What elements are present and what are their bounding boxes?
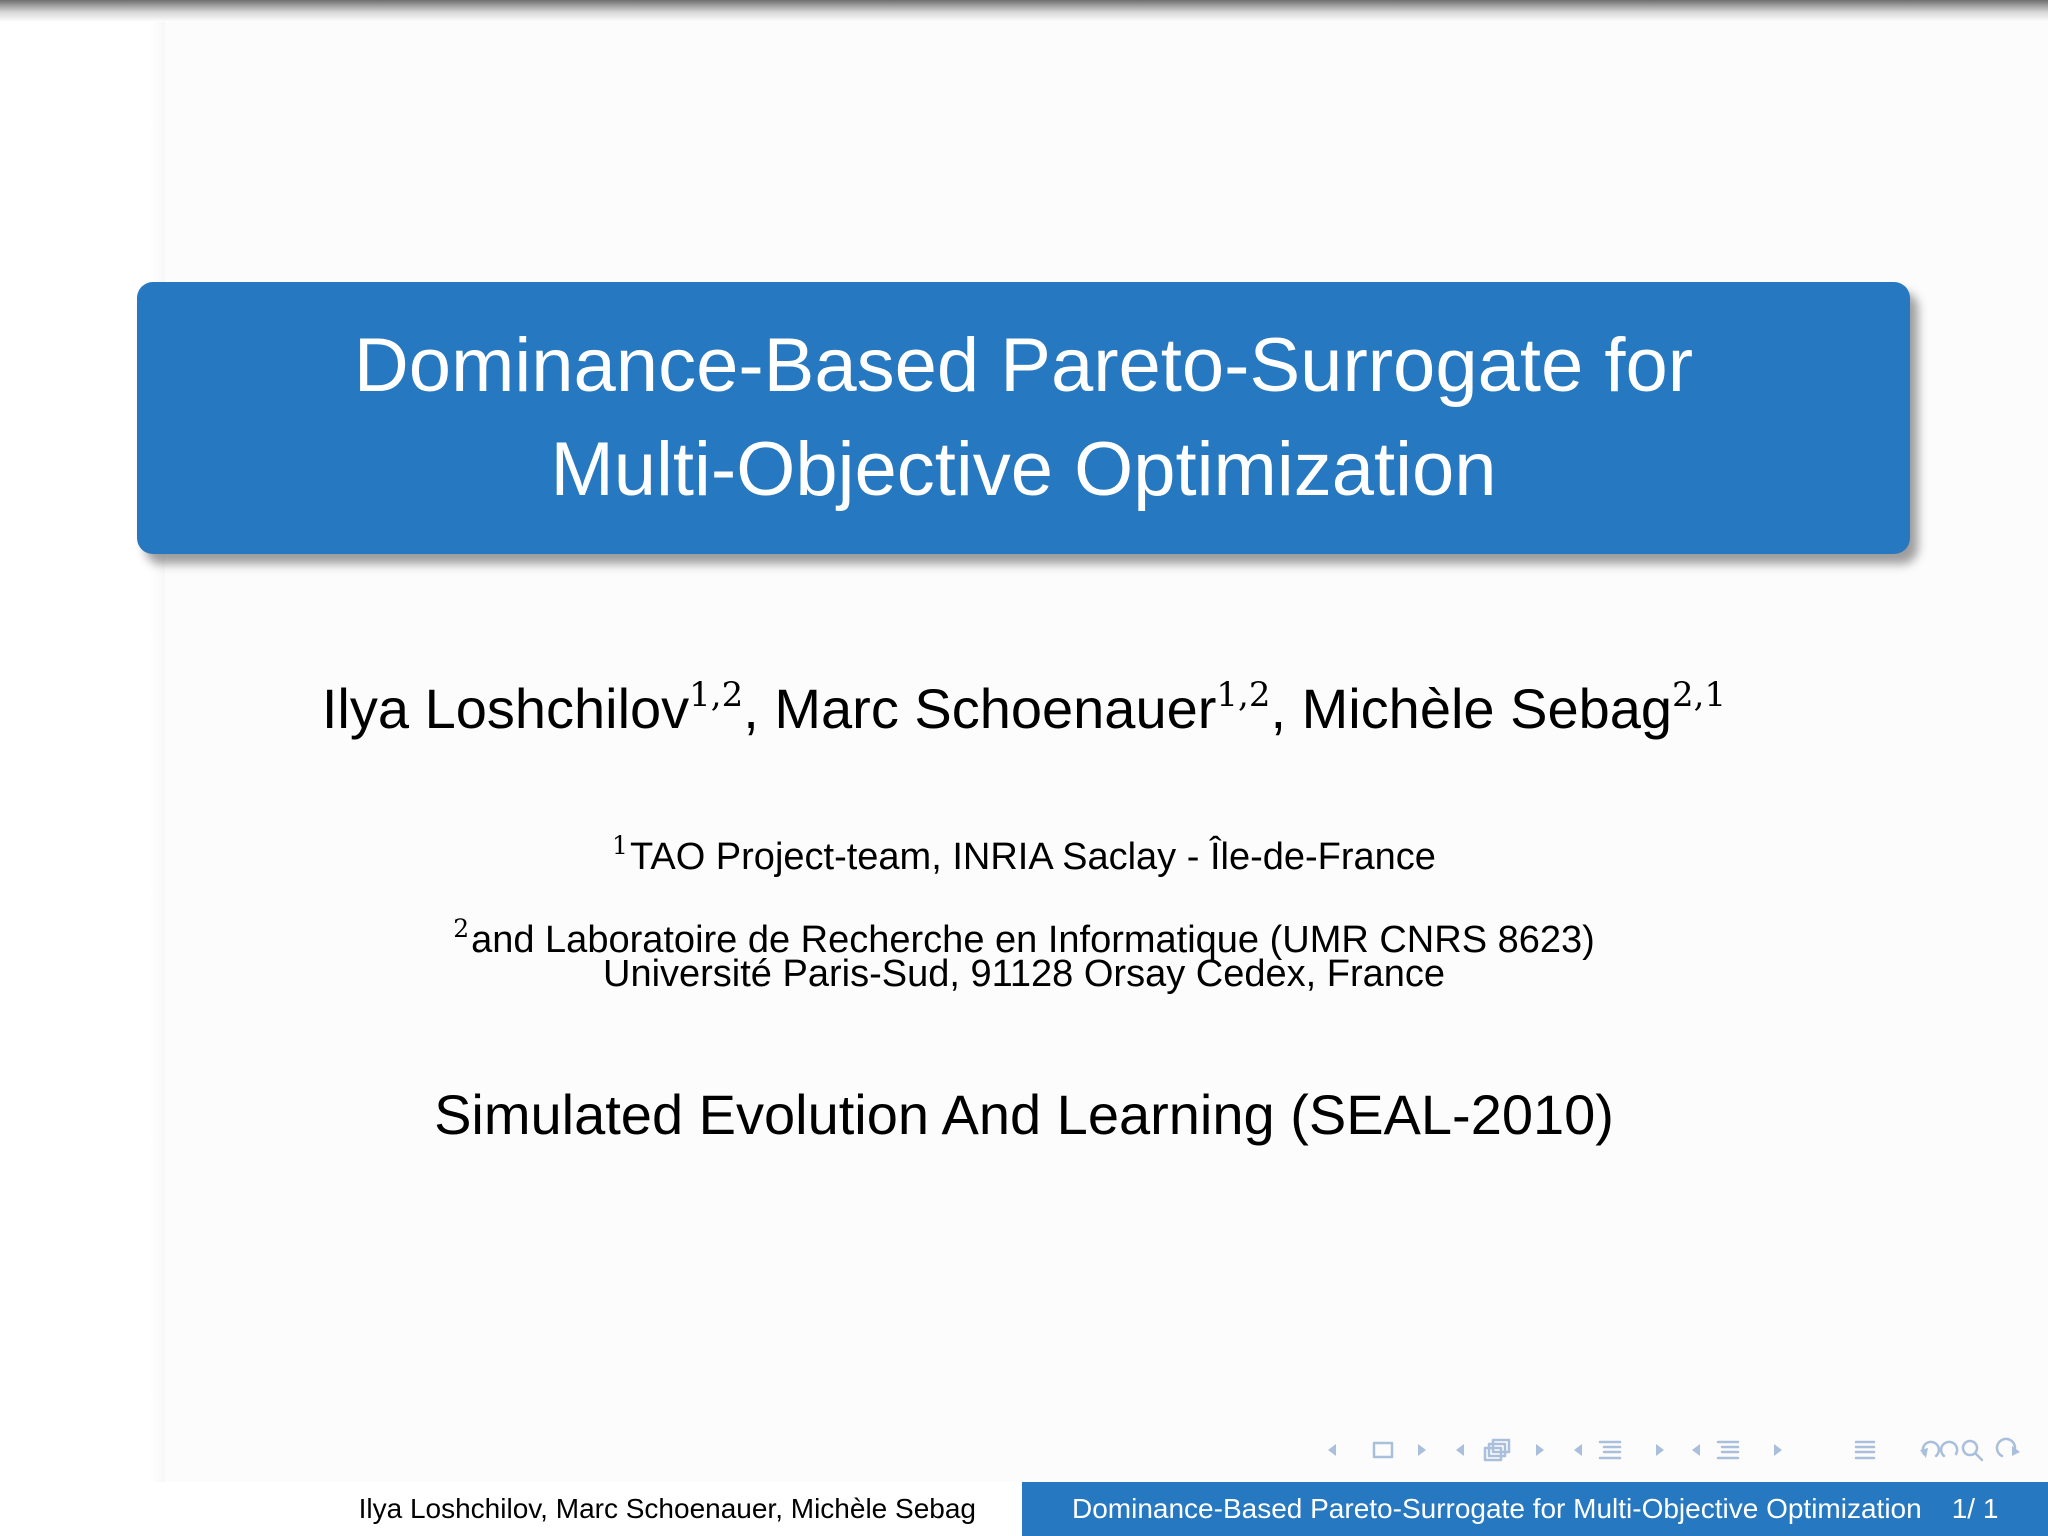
prev-arrow-icon[interactable] bbox=[1328, 1444, 1336, 1456]
venue: Simulated Evolution And Learning (SEAL-2010) bbox=[434, 1083, 1614, 1146]
author-separator: , bbox=[1270, 677, 1302, 740]
affiliation-2-address: Université Paris-Sud, 91128 Orsay Cedex, France bbox=[603, 953, 1445, 995]
author-separator: , bbox=[743, 677, 775, 740]
authors-line bbox=[0, 660, 2048, 744]
frame-icon[interactable] bbox=[1374, 1443, 1392, 1457]
prev-arrow-icon[interactable] bbox=[1692, 1444, 1700, 1456]
footer-page-number: 1/ 1 bbox=[1951, 1493, 1999, 1524]
footer-title: Dominance-Based Pareto-Surrogate for Multi-Objective Optimization bbox=[1072, 1493, 1922, 1524]
author-superscript: 1,2 bbox=[1216, 675, 1271, 715]
next-arrow-icon[interactable] bbox=[1418, 1444, 1426, 1456]
redo-icon[interactable] bbox=[1941, 1442, 1957, 1456]
navigation-icons bbox=[1320, 1432, 2040, 1468]
search-icon[interactable] bbox=[1963, 1441, 1982, 1460]
affiliation-2-superscript: 2 bbox=[453, 914, 470, 943]
author-superscript: 2,1 bbox=[1672, 675, 1727, 715]
affiliation-1-text: TAO Project-team, INRIA Saclay - Île-de-France bbox=[629, 836, 1436, 878]
slide-background bbox=[165, 22, 2048, 1512]
affiliation-2-line-2 bbox=[0, 951, 2048, 997]
affiliation-1-superscript: 1 bbox=[612, 831, 628, 860]
section-icon[interactable] bbox=[1718, 1442, 1738, 1458]
affiliation-1 bbox=[0, 823, 2048, 880]
next-arrow-icon[interactable] bbox=[1656, 1444, 1664, 1456]
author-name: Michèle Sebag bbox=[1301, 677, 1673, 740]
footer bbox=[0, 1482, 2048, 1536]
undo-icon[interactable] bbox=[1920, 1442, 1939, 1458]
viewer-top-shadow bbox=[0, 0, 2048, 22]
zoom-icon[interactable] bbox=[1997, 1439, 2020, 1456]
author-superscript: 1,2 bbox=[689, 675, 744, 715]
title-line-1: Dominance-Based Pareto-Surrogate for bbox=[353, 323, 1694, 408]
title-box bbox=[137, 282, 1910, 554]
affiliation-2-text: and Laboratoire de Recherche en Informatique (UMR CNRS 8623) bbox=[471, 919, 1595, 961]
subsection-icon[interactable] bbox=[1485, 1440, 1509, 1460]
page-left-margin bbox=[0, 22, 165, 1512]
footer-title-bar bbox=[1022, 1482, 2048, 1536]
author-name: Marc Schoenauer bbox=[774, 677, 1217, 740]
align-icon[interactable] bbox=[1856, 1442, 1874, 1458]
next-arrow-icon[interactable] bbox=[1774, 1444, 1782, 1456]
beamer-navigation-bar bbox=[1320, 1432, 2040, 1468]
author-name: Ilya Loshchilov bbox=[321, 677, 690, 740]
prev-arrow-icon[interactable] bbox=[1574, 1444, 1582, 1456]
footer-authors: Ilya Loshchilov, Marc Schoenauer, Michèle Sebag bbox=[0, 1482, 1022, 1536]
next-arrow-icon[interactable] bbox=[1536, 1444, 1544, 1456]
title-line-2: Multi-Objective Optimization bbox=[550, 427, 1497, 512]
section-icon[interactable] bbox=[1600, 1442, 1620, 1458]
prev-arrow-icon[interactable] bbox=[1456, 1444, 1464, 1456]
